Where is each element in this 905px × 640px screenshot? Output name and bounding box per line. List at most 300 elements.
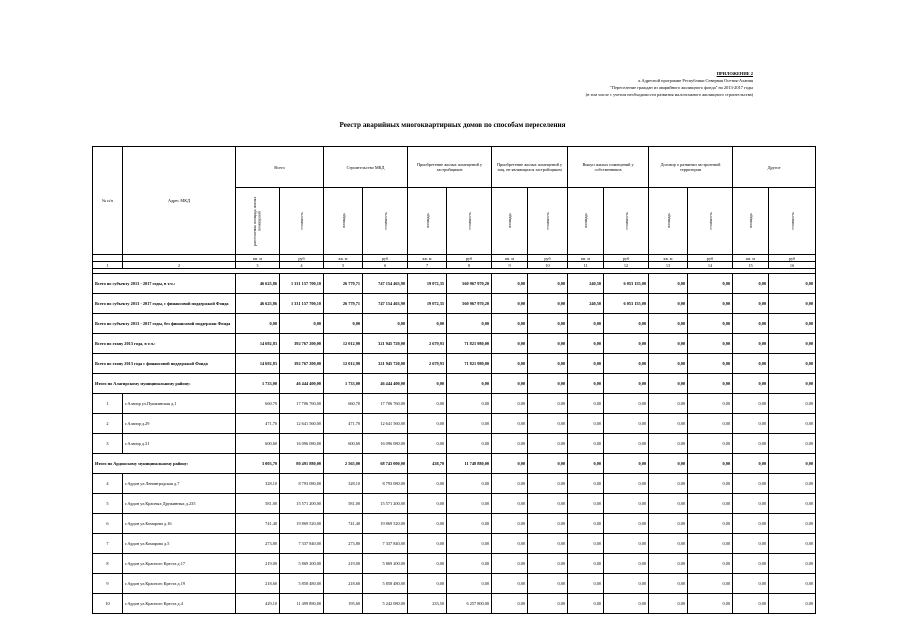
total-row — [93, 354, 816, 374]
value-cell: 0,00 — [649, 334, 688, 354]
value-cell: 71 821 980,00 — [447, 334, 492, 354]
value-cell: 0,00 — [447, 414, 492, 434]
subcolumn-header — [733, 188, 769, 255]
subcolumn-header — [528, 188, 568, 255]
column-number: 1 — [93, 262, 123, 269]
annex-line: "Переселение граждан из аварийного жилищного фонда" на 2013-2017 годы — [610, 85, 753, 90]
subcolumn-header — [280, 188, 324, 255]
value-cell: 6 053 155,00 — [604, 274, 649, 294]
value-cell: 12 012,90 — [324, 334, 363, 354]
row-address: г.Ардон ул.Комарова д.16 — [123, 514, 236, 534]
value-cell: 0,00 — [492, 374, 528, 394]
value-cell: 0,00 — [528, 334, 568, 354]
value-cell: 0,00 — [447, 574, 492, 594]
subcolumn-label: площадь — [507, 213, 513, 228]
value-cell: 12 012,90 — [324, 354, 363, 374]
value-cell: 1 733,00 — [236, 374, 280, 394]
subcolumn-label: стоимость — [382, 211, 388, 230]
value-cell: 0,00 — [649, 494, 688, 514]
total-row — [93, 314, 816, 334]
value-cell: 0,00 — [604, 314, 649, 334]
column-number: 10 — [528, 262, 568, 269]
subcolumn-header — [769, 188, 816, 255]
group-header: Строительство МКД — [324, 147, 408, 188]
value-cell: 0,00 — [408, 494, 447, 514]
value-cell: 0,00 — [604, 574, 649, 594]
value-cell: 747 154 463,90 — [363, 274, 408, 294]
value-cell: 0,00 — [649, 374, 688, 394]
value-cell: 218,60 — [236, 574, 280, 594]
value-cell: 0,00 — [733, 314, 769, 334]
value-cell: 0,00 — [733, 374, 769, 394]
subcolumn-label: площадь — [583, 213, 589, 228]
value-cell: 0,00 — [688, 354, 733, 374]
value-cell: 12 641 560,00 — [363, 414, 408, 434]
subcolumn-label: стоимость — [623, 211, 629, 230]
column-number: 16 — [769, 262, 816, 269]
col-num-header: № п/п — [93, 147, 123, 255]
value-cell: 26 779,71 — [324, 274, 363, 294]
value-cell: 19 869 520,00 — [363, 514, 408, 534]
value-cell: 0,00 — [688, 294, 733, 314]
unit-cell: руб — [447, 255, 492, 262]
group-header: Приобретение жилых помещений у лиц, не являющихся застройщиком — [492, 147, 568, 188]
table-row — [93, 534, 816, 554]
table-row — [93, 494, 816, 514]
page-title: Реестр аварийных многоквартирных домов по способам переселения — [339, 121, 566, 129]
value-cell: 0,00 — [447, 474, 492, 494]
total-row — [93, 274, 816, 294]
row-number: 8 — [93, 554, 123, 574]
value-cell: 0,00 — [528, 274, 568, 294]
value-cell: 0,00 — [649, 474, 688, 494]
value-cell: 328,10 — [236, 474, 280, 494]
value-cell: 14 692,83 — [236, 334, 280, 354]
value-cell: 0,00 — [568, 434, 604, 454]
value-cell: 0,00 — [236, 314, 280, 334]
value-cell: 0,00 — [604, 394, 649, 414]
subcolumn-label: стоимость — [466, 211, 472, 230]
value-cell: 0,00 — [604, 554, 649, 574]
value-cell: 0,00 — [408, 534, 447, 554]
value-cell: 660,70 — [236, 394, 280, 414]
value-cell: 0,00 — [492, 474, 528, 494]
value-cell: 5 869 200,00 — [363, 554, 408, 574]
value-cell: 0,00 — [688, 574, 733, 594]
table-row — [93, 574, 816, 594]
unit-cell: кв. м — [649, 255, 688, 262]
column-number: 7 — [408, 262, 447, 269]
group-header: Договор о развитии застроенной территории — [649, 147, 733, 188]
value-cell: 0,00 — [604, 334, 649, 354]
row-address: г.Ардон ул.Красных Дружинных д.235 — [123, 494, 236, 514]
value-cell: 0,00 — [769, 454, 816, 474]
value-cell: 0,00 — [492, 574, 528, 594]
value-cell: 16 096 080,00 — [363, 434, 408, 454]
row-address: г.Ардон ул.Красного Креста д.17 — [123, 554, 236, 574]
value-cell: 2 565,00 — [324, 454, 363, 474]
row-address: г.Алагир д.29 — [123, 414, 236, 434]
value-cell: 46 444 400,00 — [363, 374, 408, 394]
value-cell: 0,00 — [528, 374, 568, 394]
column-number: 3 — [236, 262, 280, 269]
value-cell: 233,50 — [408, 594, 447, 614]
value-cell: 1 331 157 700,10 — [280, 274, 324, 294]
row-number: 4 — [93, 474, 123, 494]
value-cell: 0,00 — [492, 534, 528, 554]
value-cell: 5 242 080,00 — [363, 594, 408, 614]
unit-cell: кв. м — [236, 255, 280, 262]
subcolumn-header — [492, 188, 528, 255]
value-cell: 0,00 — [408, 414, 447, 434]
value-cell: 7 337 840,00 — [363, 534, 408, 554]
annex-line: (в том числе с учетом необходимости развития малоэтажного жилищного строительства) — [585, 92, 753, 97]
value-cell: 0,00 — [568, 374, 604, 394]
group-header: Приобретение жилых помещений у застройщиков — [408, 147, 492, 188]
table-row — [93, 394, 816, 414]
subcolumn-header — [236, 188, 280, 255]
value-cell: 0,00 — [492, 554, 528, 574]
value-cell: 741,40 — [324, 514, 363, 534]
value-cell: 0,00 — [408, 574, 447, 594]
value-cell: 0,00 — [568, 334, 604, 354]
register-table — [92, 146, 816, 614]
value-cell: 0,00 — [447, 534, 492, 554]
value-cell: 0,00 — [568, 454, 604, 474]
group-header: Выкуп жилых помещений у собственников — [568, 147, 649, 188]
value-cell: 0,00 — [688, 414, 733, 434]
unit-cell: руб — [769, 255, 816, 262]
subcolumn-header — [688, 188, 733, 255]
row-number: 10 — [93, 594, 123, 614]
value-cell: 0,00 — [733, 534, 769, 554]
value-cell: 0,00 — [528, 454, 568, 474]
column-number: 11 — [568, 262, 604, 269]
value-cell: 12 641 560,00 — [280, 414, 324, 434]
col-address-header: Адрес МКД — [123, 147, 236, 255]
value-cell: 0,00 — [528, 414, 568, 434]
row-number: 2 — [93, 414, 123, 434]
value-cell: 0,00 — [447, 554, 492, 574]
column-number: 9 — [492, 262, 528, 269]
value-cell: 0,00 — [688, 454, 733, 474]
value-cell: 0,00 — [733, 434, 769, 454]
value-cell: 0,00 — [733, 494, 769, 514]
value-cell: 8 793 080,00 — [280, 474, 324, 494]
value-cell: 0,00 — [769, 434, 816, 454]
value-cell: 0,00 — [492, 294, 528, 314]
subcolumn-header — [408, 188, 447, 255]
value-cell: 0,00 — [733, 474, 769, 494]
value-cell: 0,00 — [769, 494, 816, 514]
value-cell: 0,00 — [408, 374, 447, 394]
value-cell: 0,00 — [688, 394, 733, 414]
subcolumn-header — [604, 188, 649, 255]
subcolumn-header — [324, 188, 363, 255]
value-cell: 0,00 — [769, 274, 816, 294]
value-cell: 0,00 — [492, 594, 528, 614]
annex-line: к Адресной программе Республики Северная Осетия-Алания — [638, 78, 753, 83]
value-cell: 0,00 — [528, 354, 568, 374]
value-cell: 14 692,83 — [236, 354, 280, 374]
value-cell: 5 858 480,00 — [363, 574, 408, 594]
value-cell: 471,70 — [324, 414, 363, 434]
value-cell: 0,00 — [604, 354, 649, 374]
value-cell: 392 767 200,00 — [280, 354, 324, 374]
value-cell: 7 337 840,00 — [280, 534, 324, 554]
unit-cell — [93, 255, 123, 262]
value-cell: 0,00 — [769, 294, 816, 314]
subcolumn-label: площадь — [665, 213, 671, 228]
value-cell: 17 706 760,00 — [363, 394, 408, 414]
column-number: 8 — [447, 262, 492, 269]
column-number: 12 — [604, 262, 649, 269]
value-cell: 0,00 — [568, 574, 604, 594]
value-cell: 0,00 — [363, 314, 408, 334]
value-cell: 0,00 — [769, 514, 816, 534]
value-cell: 321 945 720,00 — [363, 354, 408, 374]
value-cell: 11 499 880,00 — [280, 594, 324, 614]
subcolumn-label: расселяемая площадь жилых помещений — [252, 195, 262, 246]
subcolumn-header — [649, 188, 688, 255]
value-cell: 0,00 — [733, 574, 769, 594]
subcolumn-label: площадь — [424, 213, 430, 228]
value-cell: 0,00 — [769, 374, 816, 394]
unit-cell: руб — [528, 255, 568, 262]
row-label: Всего по этапу 2013 года, в т.ч.: — [93, 334, 236, 354]
value-cell: 0,00 — [528, 434, 568, 454]
value-cell: 0,00 — [492, 274, 528, 294]
value-cell: 0,00 — [688, 474, 733, 494]
value-cell: 321 945 720,00 — [363, 334, 408, 354]
row-address: г.Алагир ул.Пушкинская д.1 — [123, 394, 236, 414]
value-cell: 0,00 — [688, 334, 733, 354]
value-cell: 15 571 200,00 — [280, 494, 324, 514]
value-cell: 0,00 — [604, 494, 649, 514]
value-cell: 46 625,86 — [236, 274, 280, 294]
value-cell: 0,00 — [408, 474, 447, 494]
value-cell: 19 072,35 — [408, 274, 447, 294]
value-cell: 0,00 — [688, 434, 733, 454]
value-cell: 0,00 — [769, 354, 816, 374]
value-cell: 0,00 — [568, 474, 604, 494]
value-cell: 0,00 — [733, 414, 769, 434]
value-cell: 0,00 — [408, 314, 447, 334]
value-cell: 0,00 — [408, 394, 447, 414]
value-cell: 1 331 157 700,10 — [280, 294, 324, 314]
value-cell: 0,00 — [649, 274, 688, 294]
row-label: Всего по этапу 2013 года с финансовой поддержкой Фонда — [93, 354, 236, 374]
value-cell: 0,00 — [492, 314, 528, 334]
value-cell: 0,00 — [769, 394, 816, 414]
value-cell: 0,00 — [568, 514, 604, 534]
value-cell: 560 967 970,20 — [447, 294, 492, 314]
total-row — [93, 454, 816, 474]
value-cell: 0,00 — [769, 474, 816, 494]
column-number: 15 — [733, 262, 769, 269]
column-number: 2 — [123, 262, 236, 269]
column-number: 14 — [688, 262, 733, 269]
value-cell: 0,00 — [649, 534, 688, 554]
value-cell: 5 858 480,00 — [280, 574, 324, 594]
row-label: Итого по Алагирскому муниципальному району: — [93, 374, 236, 394]
value-cell: 0,00 — [688, 274, 733, 294]
value-cell: 17 706 760,00 — [280, 394, 324, 414]
table-row — [93, 554, 816, 574]
value-cell: 8 793 080,00 — [363, 474, 408, 494]
unit-cell: руб — [688, 255, 733, 262]
value-cell: 0,00 — [528, 314, 568, 334]
value-cell: 0,00 — [769, 594, 816, 614]
value-cell: 0,00 — [604, 374, 649, 394]
value-cell: 0,00 — [733, 594, 769, 614]
total-row — [93, 374, 816, 394]
value-cell: 0,00 — [604, 414, 649, 434]
value-cell: 0,00 — [604, 434, 649, 454]
value-cell: 471,70 — [236, 414, 280, 434]
value-cell: 219,00 — [236, 554, 280, 574]
subcolumn-label: стоимость — [789, 211, 795, 230]
value-cell: 429,10 — [236, 594, 280, 614]
value-cell: 0,00 — [733, 354, 769, 374]
value-cell: 0,00 — [447, 494, 492, 514]
value-cell: 0,00 — [528, 574, 568, 594]
row-number: 1 — [93, 394, 123, 414]
value-cell: 0,00 — [528, 474, 568, 494]
value-cell: 0,00 — [649, 314, 688, 334]
value-cell: 0,00 — [688, 494, 733, 514]
row-number: 9 — [93, 574, 123, 594]
subcolumn-header — [363, 188, 408, 255]
value-cell: 0,00 — [492, 414, 528, 434]
value-cell: 0,00 — [649, 574, 688, 594]
row-label: Итого по Ардонскому муниципальному району: — [93, 454, 236, 474]
value-cell: 600,60 — [236, 434, 280, 454]
value-cell: 0,00 — [688, 594, 733, 614]
value-cell: 0,00 — [649, 514, 688, 534]
subcolumn-label: стоимость — [299, 211, 304, 230]
value-cell: 0,00 — [649, 394, 688, 414]
annex-line: ПРИЛОЖЕНИЕ 2 — [716, 71, 753, 76]
value-cell: 0,00 — [528, 554, 568, 574]
value-cell: 0,00 — [733, 394, 769, 414]
value-cell: 0,00 — [604, 454, 649, 474]
value-cell: 6 053 155,00 — [604, 294, 649, 314]
column-number: 6 — [363, 262, 408, 269]
value-cell: 273,80 — [324, 534, 363, 554]
table-row — [93, 434, 816, 454]
value-cell: 747 154 463,90 — [363, 294, 408, 314]
row-label: Всего по субъекту 2013 - 2017 годы, в т.ч.: — [93, 274, 236, 294]
value-cell: 0,00 — [447, 394, 492, 414]
value-cell: 0,00 — [528, 594, 568, 614]
value-cell: 0,00 — [769, 554, 816, 574]
value-cell: 0,00 — [447, 514, 492, 534]
value-cell: 71 821 980,00 — [447, 354, 492, 374]
value-cell: 581,00 — [236, 494, 280, 514]
value-cell: 0,00 — [649, 294, 688, 314]
value-cell: 0,00 — [733, 274, 769, 294]
value-cell: 581,00 — [324, 494, 363, 514]
unit-cell: кв. м — [568, 255, 604, 262]
value-cell: 0,00 — [604, 474, 649, 494]
value-cell: 240,50 — [568, 274, 604, 294]
value-cell: 0,00 — [649, 554, 688, 574]
row-number: 5 — [93, 494, 123, 514]
table-row — [93, 414, 816, 434]
value-cell: 2 679,93 — [408, 334, 447, 354]
value-cell: 0,00 — [408, 554, 447, 574]
value-cell: 0,00 — [408, 434, 447, 454]
value-cell: 0,00 — [528, 514, 568, 534]
row-address: г.Ардон ул.Ленинградская д.7 — [123, 474, 236, 494]
row-label: Всего по субъекту 2013 - 2017 годы, без финансовой поддержки Фонда — [93, 314, 236, 334]
value-cell: 0,00 — [769, 574, 816, 594]
value-cell: 16 096 080,00 — [280, 434, 324, 454]
value-cell: 438,70 — [408, 454, 447, 474]
value-cell: 0,00 — [324, 314, 363, 334]
value-cell: 0,00 — [568, 354, 604, 374]
unit-cell: кв. м — [324, 255, 363, 262]
value-cell: 5 869 200,00 — [280, 554, 324, 574]
table-row — [93, 474, 816, 494]
value-cell: 600,60 — [324, 434, 363, 454]
total-row — [93, 334, 816, 354]
unit-cell: кв. м — [492, 255, 528, 262]
group-header: Всего — [236, 147, 324, 188]
value-cell: 0,00 — [604, 514, 649, 534]
value-cell: 68 743 000,00 — [363, 454, 408, 474]
value-cell: 0,00 — [492, 354, 528, 374]
value-cell: 0,00 — [769, 414, 816, 434]
value-cell: 0,00 — [528, 294, 568, 314]
value-cell: 0,00 — [408, 514, 447, 534]
value-cell: 6 257 800,00 — [447, 594, 492, 614]
value-cell: 0,00 — [769, 314, 816, 334]
unit-cell: руб — [604, 255, 649, 262]
value-cell: 0,00 — [447, 314, 492, 334]
row-number: 3 — [93, 434, 123, 454]
row-number: 7 — [93, 534, 123, 554]
value-cell: 0,00 — [280, 314, 324, 334]
value-cell: 46 444 400,00 — [280, 374, 324, 394]
value-cell: 0,00 — [649, 594, 688, 614]
subcolumn-label: стоимость — [545, 211, 551, 230]
value-cell: 0,00 — [688, 534, 733, 554]
value-cell: 0,00 — [447, 434, 492, 454]
value-cell: 0,00 — [688, 314, 733, 334]
unit-cell: руб — [363, 255, 408, 262]
value-cell: 0,00 — [733, 334, 769, 354]
column-number: 5 — [324, 262, 363, 269]
value-cell: 15 571 200,00 — [363, 494, 408, 514]
value-cell: 11 748 880,00 — [447, 454, 492, 474]
subcolumn-header — [568, 188, 604, 255]
value-cell: 0,00 — [492, 514, 528, 534]
value-cell: 1 733,00 — [324, 374, 363, 394]
value-cell: 0,00 — [528, 494, 568, 514]
annex-header — [233, 70, 753, 98]
value-cell: 0,00 — [604, 534, 649, 554]
value-cell: 195,60 — [324, 594, 363, 614]
value-cell: 0,00 — [733, 454, 769, 474]
value-cell: 0,00 — [769, 334, 816, 354]
subcolumn-label: стоимость — [707, 211, 713, 230]
value-cell: 0,00 — [492, 394, 528, 414]
value-cell: 218,60 — [324, 574, 363, 594]
group-header: Другое — [733, 147, 816, 188]
value-cell: 741,40 — [236, 514, 280, 534]
